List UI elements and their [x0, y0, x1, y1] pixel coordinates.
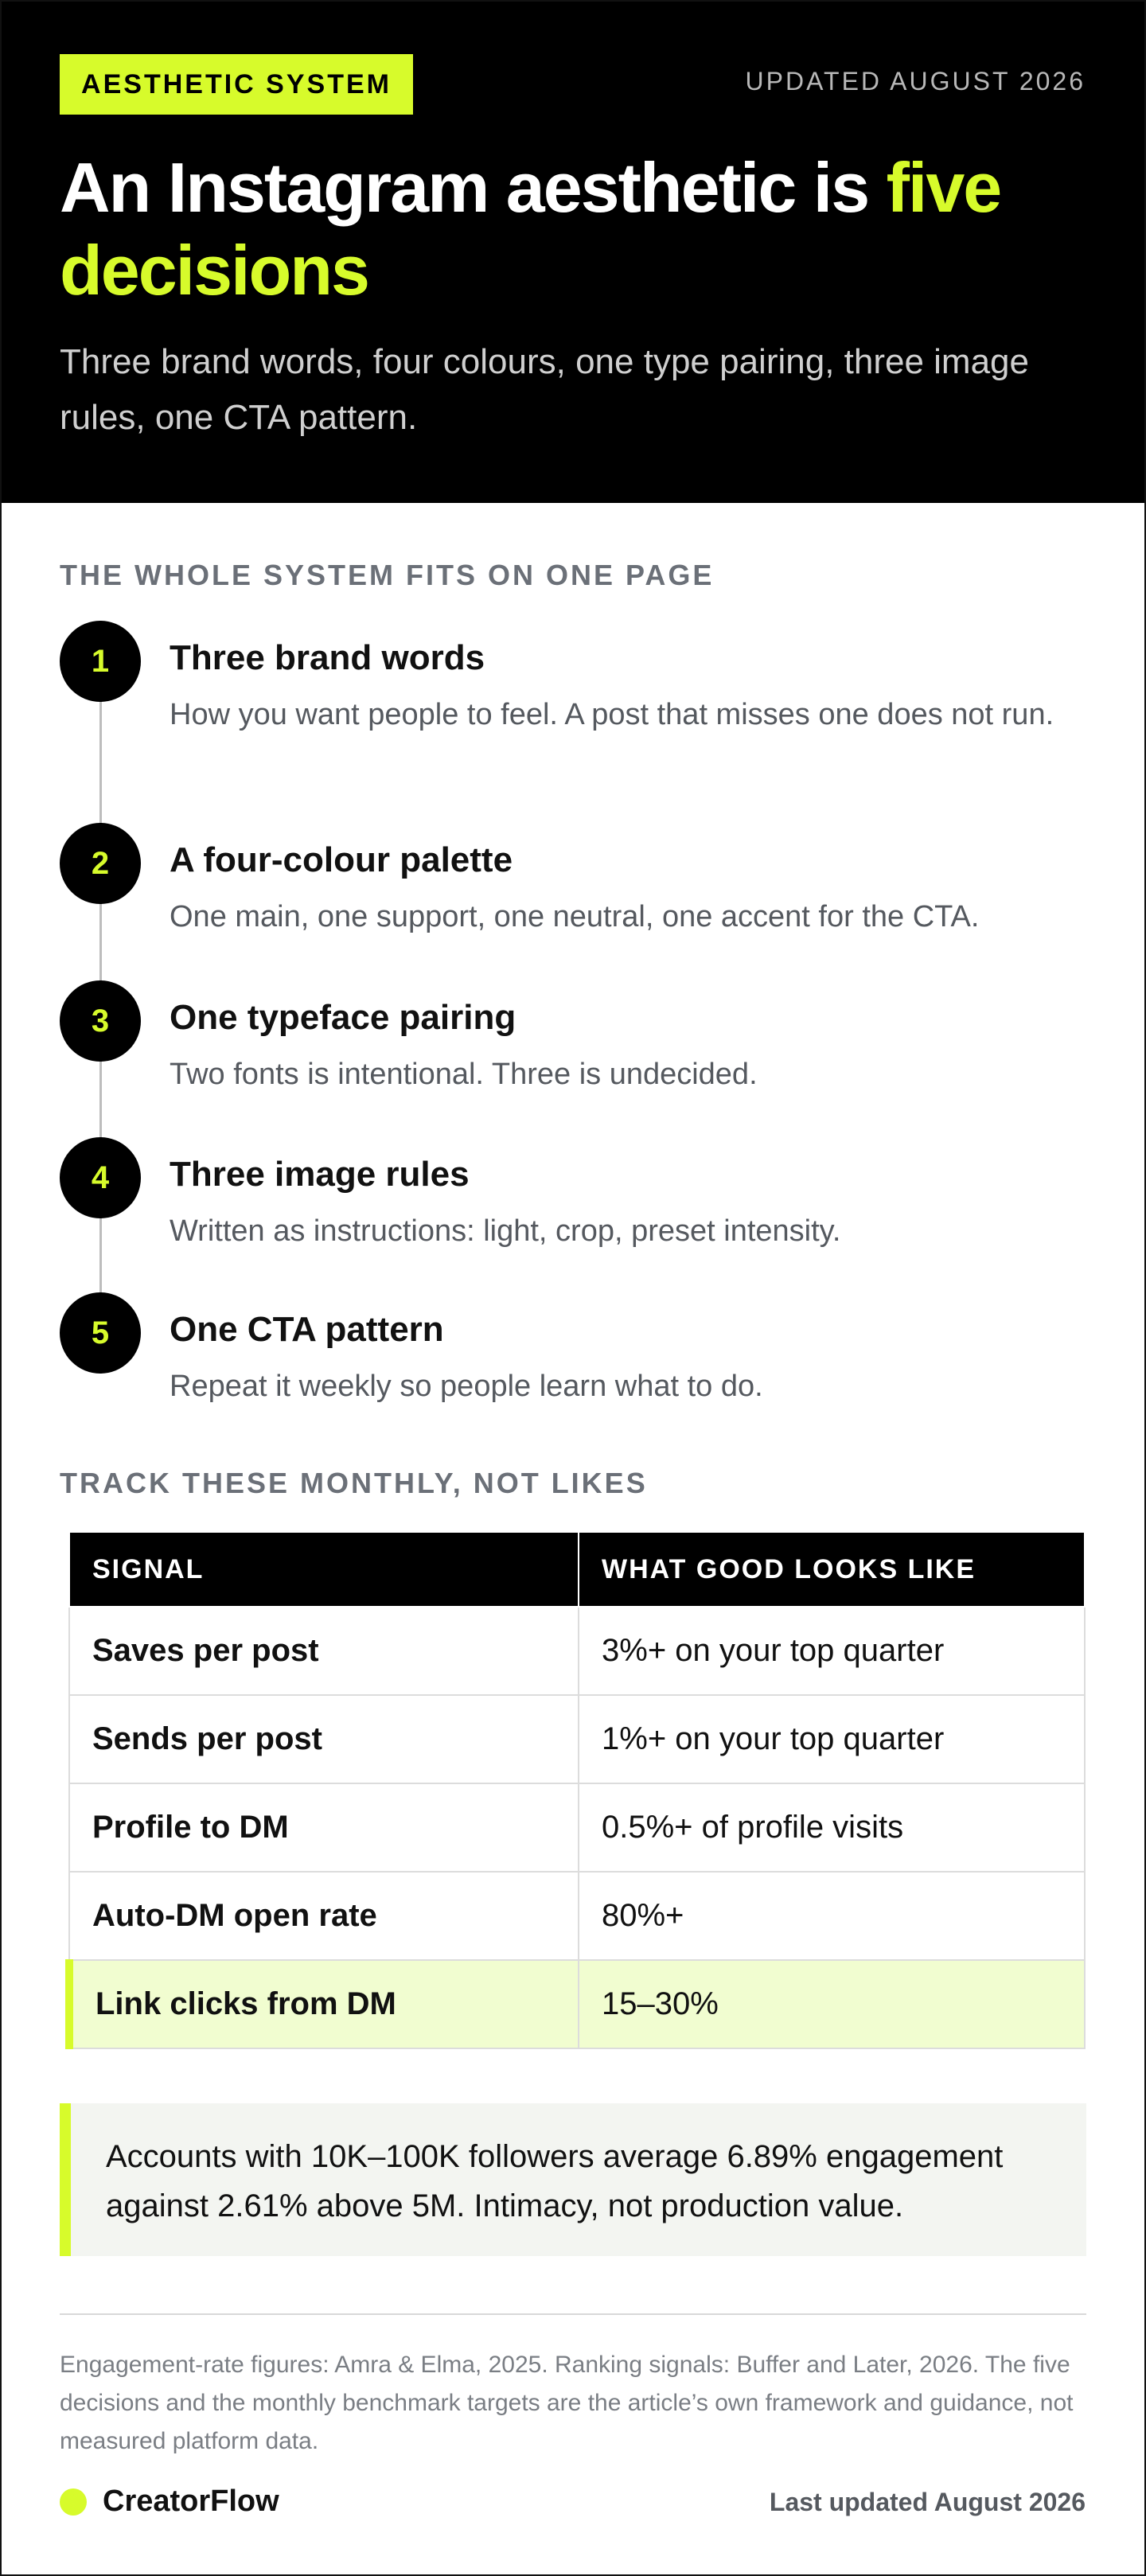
signal-cell: Sends per post: [69, 1695, 579, 1783]
signals-table: [65, 1531, 1086, 2049]
signal-cell: Saves per post: [69, 1607, 579, 1695]
title-accent: five decisions: [60, 148, 1001, 310]
step-title: Three brand words: [170, 638, 485, 677]
step-description: One main, one support, one neutral, one accent for the CTA.: [170, 900, 980, 933]
step-description: Written as instructions: light, crop, preset intensity.: [170, 1214, 841, 1248]
last-updated: Last updated August 2026: [769, 2488, 1086, 2516]
table-header-row: [69, 1532, 1085, 1607]
target-cell: 3%+ on your top quarter: [579, 1607, 1085, 1695]
step-description: How you want people to feel. A post that misses one does not run.: [170, 698, 1054, 731]
footer-divider: [60, 2313, 1086, 2315]
signal-cell: Auto-DM open rate: [69, 1872, 579, 1960]
brand-name: CreatorFlow: [103, 2484, 279, 2518]
step-title: One CTA pattern: [170, 1310, 444, 1349]
page-title: [60, 146, 1094, 312]
step-number: 3: [60, 980, 141, 1062]
updated-date: UPDATED AUGUST 2026: [745, 67, 1086, 95]
step-number: 1: [60, 621, 141, 702]
step-description: Repeat it weekly so people learn what to do.: [170, 1370, 763, 1403]
category-tag: AESTHETIC SYSTEM: [60, 54, 413, 115]
target-cell: 15–30%: [579, 1960, 1085, 2048]
step-title: One typeface pairing: [170, 998, 516, 1037]
step-title: Three image rules: [170, 1155, 470, 1194]
table-row-highlighted: [69, 1960, 1085, 2048]
step-title: A four-colour palette: [170, 840, 513, 879]
table-row: [69, 1607, 1085, 1695]
target-cell: 0.5%+ of profile visits: [579, 1783, 1085, 1872]
table-row: [69, 1783, 1085, 1872]
table-row: [69, 1872, 1085, 1960]
brand-logo: [60, 2484, 279, 2519]
signal-cell: Profile to DM: [69, 1783, 579, 1872]
column-header-good: WHAT GOOD LOOKS LIKE: [579, 1532, 1085, 1607]
insight-callout: Accounts with 10K–100K followers average 6.89% engagement against 2.61% above 5M. Intimacy, not production value.: [60, 2103, 1086, 2256]
steps-heading: THE WHOLE SYSTEM FITS ON ONE PAGE: [60, 559, 715, 591]
page-subtitle: Three brand words, four colours, one type pairing, three image rules, one CTA pattern.: [60, 342, 1029, 437]
step-number: 5: [60, 1292, 141, 1374]
brand-dot-icon: [60, 2488, 87, 2516]
target-cell: 80%+: [579, 1872, 1085, 1960]
title-main: An Instagram aesthetic is: [60, 148, 887, 227]
step-description: Two fonts is intentional. Three is undecided.: [170, 1058, 758, 1091]
signal-cell: Link clicks from DM: [69, 1960, 579, 2048]
column-header-signal: SIGNAL: [69, 1532, 579, 1607]
sources-footnote: Engagement-rate figures: Amra & Elma, 2025. Ranking signals: Buffer and Later, 2026. The five decisions and the monthly benchmark targets are the article’s own framework and guidance, not measured platform data.: [60, 2352, 1074, 2454]
table-heading: TRACK THESE MONTHLY, NOT LIKES: [60, 1467, 648, 1499]
step-number: 2: [60, 823, 141, 904]
step-number: 4: [60, 1137, 141, 1218]
table-row: [69, 1695, 1085, 1783]
hero-header: [0, 0, 1146, 503]
target-cell: 1%+ on your top quarter: [579, 1695, 1085, 1783]
